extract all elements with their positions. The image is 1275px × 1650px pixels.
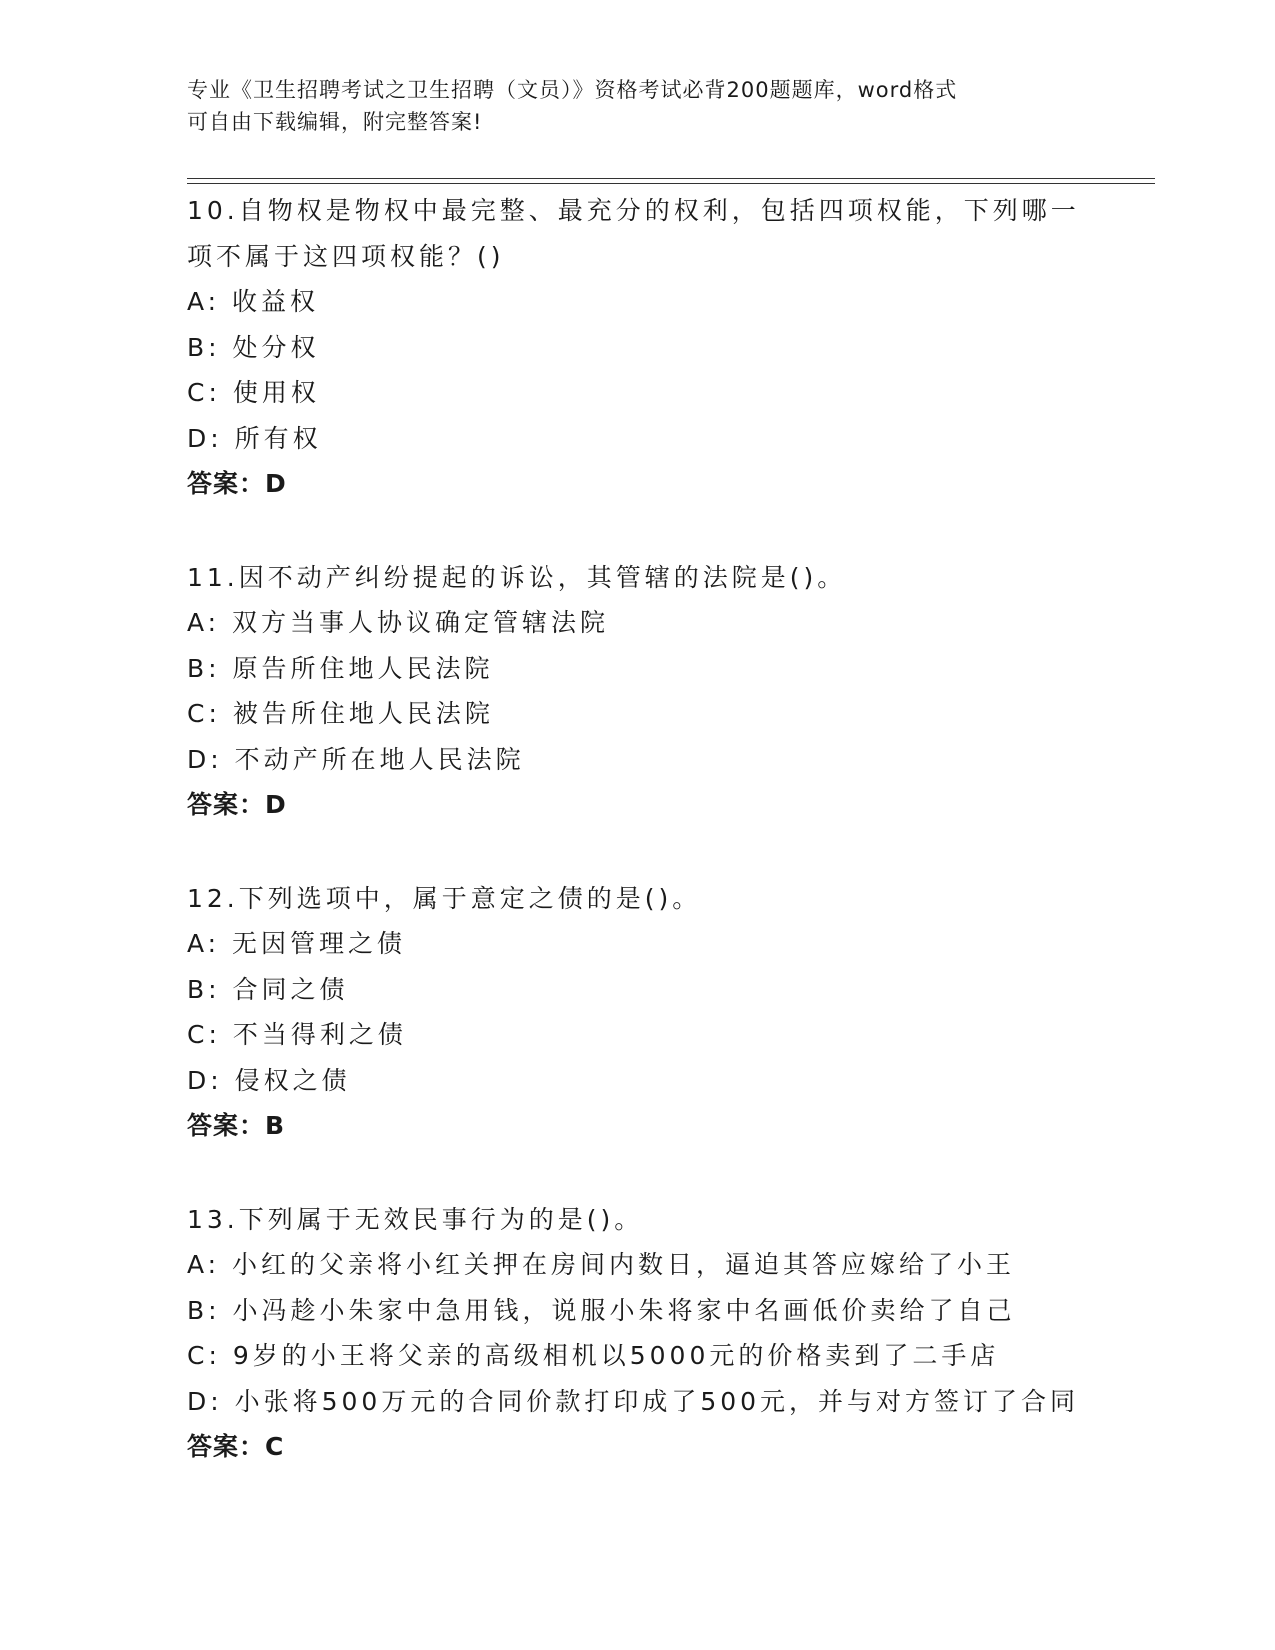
option-d: D: 所有权 <box>187 423 322 453</box>
question-stem-line-2: 项不属于这四项权能？() <box>187 241 505 271</box>
question-13 <box>187 1197 1147 1470</box>
option-a: A: 无因管理之债 <box>187 929 407 958</box>
question-stem: 11.因不动产纠纷提起的诉讼，其管辖的法院是()。 <box>187 562 847 592</box>
option-c: C: 9岁的小王将父亲的高级相机以5000元的价格卖到了二手店 <box>187 1341 1000 1370</box>
answer-label: 答案：D <box>187 790 287 819</box>
option-d: D: 不动产所在地人民法院 <box>187 744 525 774</box>
option-d: D: 侵权之债 <box>187 1065 351 1095</box>
answer-label: 答案：B <box>187 1111 286 1140</box>
question-12 <box>187 876 1147 1149</box>
question-stem-line-1: 10.自物权是物权中最完整、最充分的权利，包括四项权能，下列哪一 <box>187 196 1080 225</box>
question-11 <box>187 555 1147 828</box>
option-a: A: 双方当事人协议确定管辖法院 <box>187 608 610 637</box>
header-line-2: 可自由下载编辑，附完整答案! <box>187 110 483 134</box>
option-c: C: 使用权 <box>187 378 320 407</box>
option-a: A: 收益权 <box>187 287 320 316</box>
option-b: B: 处分权 <box>187 332 320 362</box>
answer-label: 答案：D <box>187 469 287 498</box>
option-a: A: 小红的父亲将小红关押在房间内数日，逼迫其答应嫁给了小王 <box>187 1250 1016 1279</box>
option-c: C: 被告所住地人民法院 <box>187 699 494 728</box>
question-list <box>187 188 1147 1518</box>
option-b: B: 原告所住地人民法院 <box>187 653 494 683</box>
answer-label: 答案：C <box>187 1432 285 1461</box>
question-stem: 13.下列属于无效民事行为的是()。 <box>187 1204 644 1234</box>
question-stem: 12.下列选项中，属于意定之债的是()。 <box>187 883 702 913</box>
header-line-1: 专业《卫生招聘考试之卫生招聘（文员）》资格考试必背200题题库，word格式 <box>187 78 958 102</box>
option-d: D: 小张将500万元的合同价款打印成了500元，并与对方签订了合同 <box>187 1386 1080 1416</box>
header-divider-bottom <box>187 183 1155 184</box>
document-header <box>187 74 1087 138</box>
option-b: B: 合同之债 <box>187 974 349 1004</box>
header-divider-top <box>187 178 1155 179</box>
question-10 <box>187 188 1147 507</box>
option-c: C: 不当得利之债 <box>187 1020 407 1049</box>
option-b: B: 小冯趁小朱家中急用钱，说服小朱将家中名画低价卖给了自己 <box>187 1295 1016 1325</box>
